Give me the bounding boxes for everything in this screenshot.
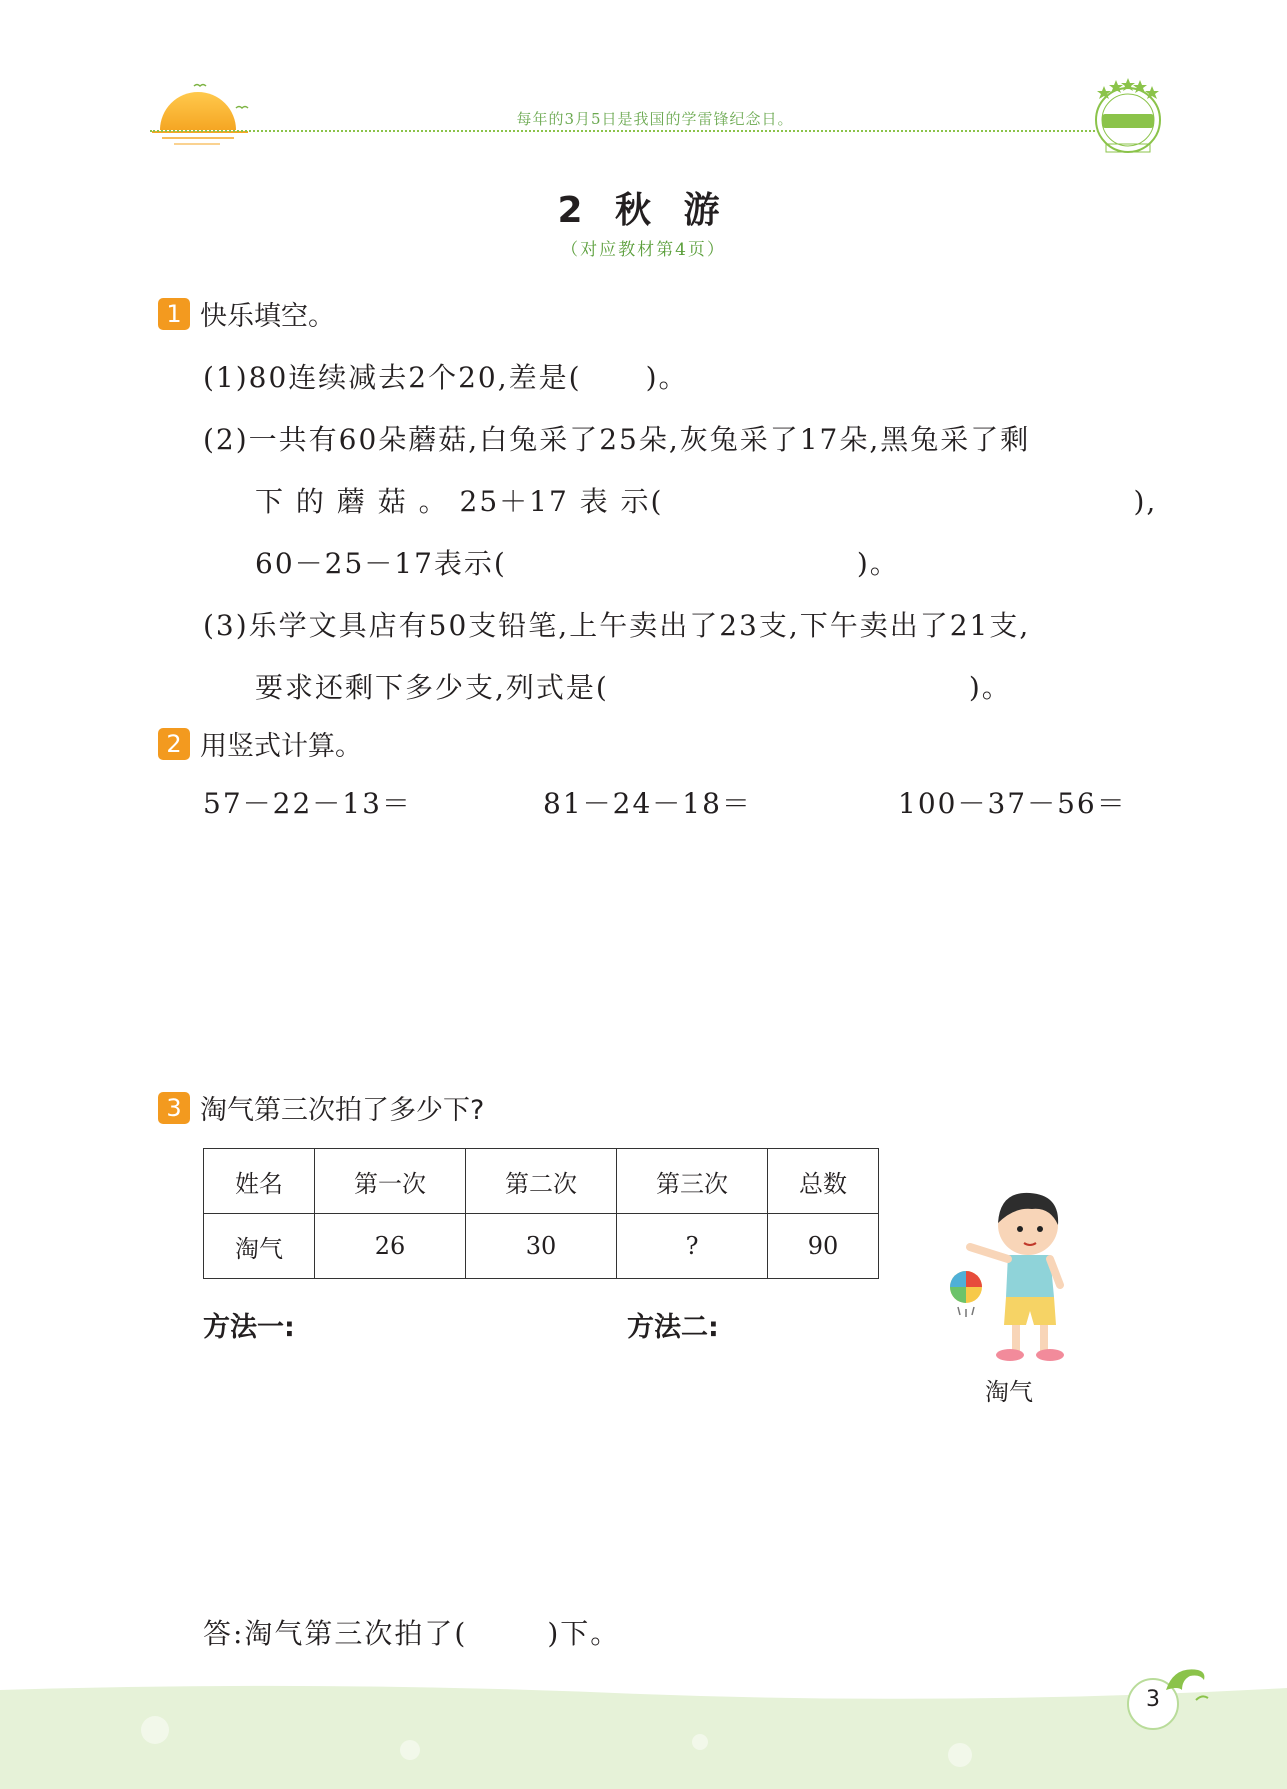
question-1-3-line-1: (3)乐学文具店有50支铅笔,上午卖出了23支,下午卖出了21支, [203, 609, 1031, 642]
section-3-title: 淘气第三次拍了多少下? [200, 1095, 485, 1126]
section-3-number-badge: 3 [158, 1092, 190, 1124]
section-1-number-badge: 1 [158, 298, 190, 330]
table-header-cell: 第三次 [617, 1149, 768, 1214]
expression-2: 81－24－18＝ [543, 787, 752, 820]
table-row [204, 1214, 879, 1279]
question-1-2-line-1: (2)一共有60朵蘑菇,白兔采了25朵,灰兔采了17朵,黑兔采了剩 [203, 423, 1031, 456]
kid-name-label: 淘气 [985, 1378, 1033, 1406]
table-header-cell: 总数 [768, 1149, 879, 1214]
table-cell: 90 [768, 1214, 879, 1279]
question-1-1-text: (1)80连续减去2个20,差是( [203, 361, 582, 394]
page-subtitle: （对应教材第4页） [561, 240, 726, 260]
kid-bouncing-ball-illustration [950, 1185, 1080, 1370]
header-note: 每年的3月5日是我国的学雷锋纪念日。 [516, 110, 794, 128]
question-1-3-line-2 [255, 666, 1012, 706]
table-cell: 淘气 [204, 1214, 315, 1279]
method-one-label: 方法一: [203, 1312, 295, 1343]
table-header-row [204, 1149, 879, 1214]
question-1-2-line-3 [255, 542, 900, 582]
table-cell: ? [617, 1214, 768, 1279]
section-1-title: 快乐填空。 [200, 301, 335, 332]
question-1-3-line-2-close: )。 [968, 671, 1012, 704]
page-number: 3 [1146, 1687, 1160, 1712]
table-cell: 30 [466, 1214, 617, 1279]
brand-logo-icon [1088, 74, 1168, 166]
table-header-cell: 姓名 [204, 1149, 315, 1214]
expression-1: 57－22－13＝ [203, 787, 412, 820]
section-2-number-badge: 2 [158, 728, 190, 760]
answer-line [203, 1612, 620, 1652]
sun-decoration-icon [150, 80, 250, 150]
footer-green-band [0, 1680, 1287, 1789]
method-two-label: 方法二: [627, 1312, 719, 1343]
question-1-1-close: )。 [645, 361, 689, 394]
question-1-2-line-3-close: )。 [856, 547, 900, 580]
table-header-cell: 第一次 [315, 1149, 466, 1214]
question-1-2-line-2 [255, 480, 1157, 520]
header-dotted-line [150, 130, 1095, 132]
expression-3: 100－37－56＝ [898, 787, 1127, 820]
section-2-title: 用竖式计算。 [200, 731, 362, 762]
section-1-heading [158, 294, 335, 333]
answer-close: )下。 [547, 1617, 621, 1650]
score-table [203, 1148, 879, 1279]
answer-text: 答:淘气第三次拍了( [203, 1617, 468, 1650]
page-title: 2 秋 游 [557, 190, 730, 231]
question-1-1 [203, 356, 689, 396]
question-1-3-line-2-text: 要求还剩下多少支,列式是( [255, 671, 609, 704]
question-1-2-line-3-text: 60－25－17表示( [255, 547, 507, 580]
table-cell: 26 [315, 1214, 466, 1279]
section-3-heading [158, 1088, 484, 1127]
question-1-2-line-2-text: 下 的 蘑 菇 。 25＋17 表 示( [255, 485, 664, 518]
table-header-cell: 第二次 [466, 1149, 617, 1214]
question-1-2-line-2-close: ), [1133, 485, 1158, 518]
section-2-heading [158, 724, 362, 763]
